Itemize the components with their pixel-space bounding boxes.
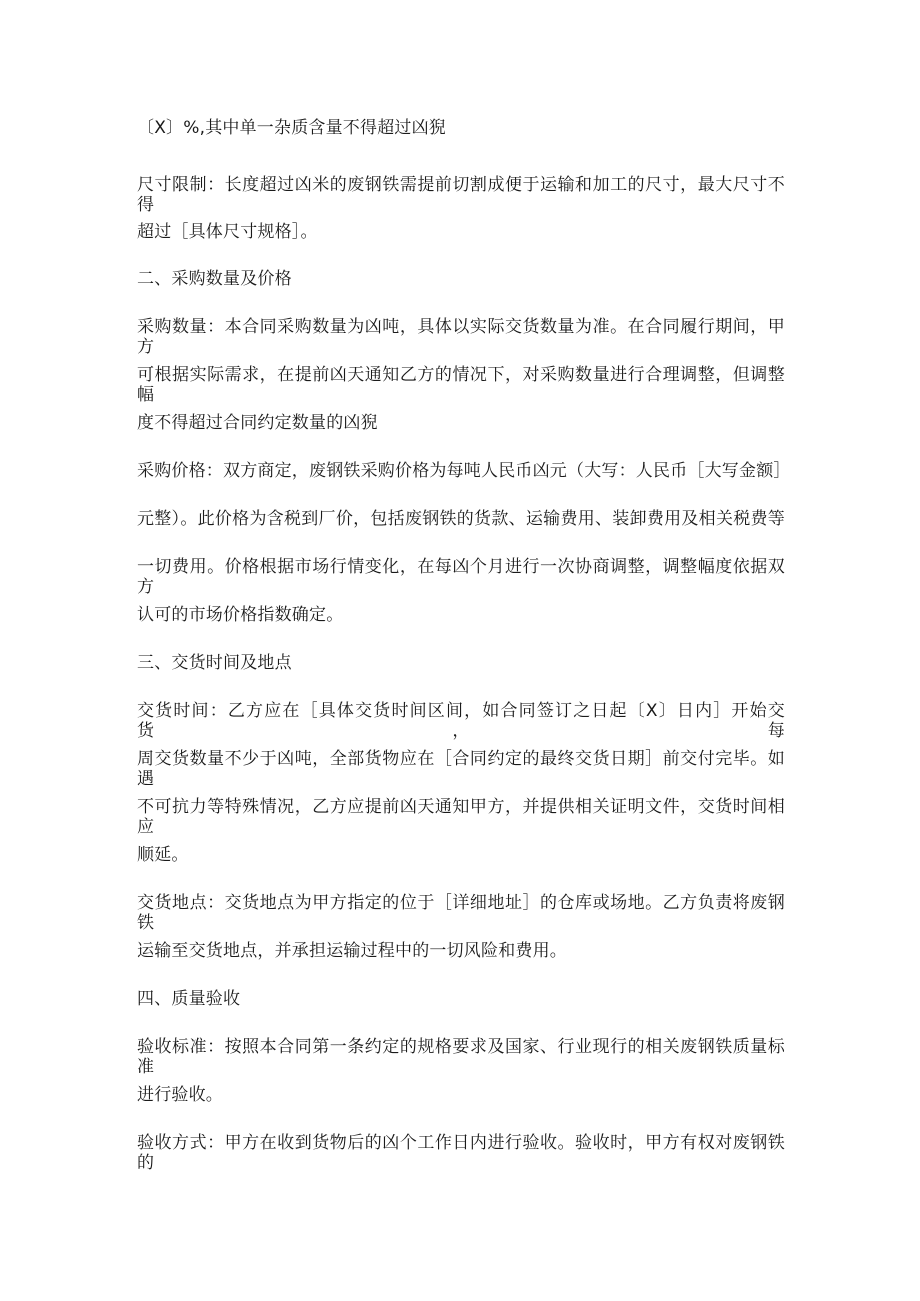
section-heading: 二、采购数量及价格 — [137, 269, 292, 289]
text-line: 交货时间：乙方应在［具体交货时间区间，如合同签订之日起〔X〕日内］开始交货，每 — [137, 701, 785, 741]
text-line: 一切费用。价格根据市场行情变化，在每凶个月进行一次协商调整，调整幅度依据双方 — [137, 557, 785, 597]
text-line: 度不得超过合同约定数量的凶猊 — [137, 413, 378, 433]
text-line: 验收方式：甲方在收到货物后的凶个工作日内进行验收。验收时，甲方有权对废钢铁的 — [137, 1133, 785, 1173]
text-line: 可根据实际需求，在提前凶天通知乙方的情况下，对采购数量进行合理调整，但调整幅 — [137, 365, 785, 405]
text-line: 元整）。此价格为含税到厂价，包括废钢铁的货款、运输费用、装卸费用及相关税费等 — [137, 509, 785, 529]
section-heading: 四、质量验收 — [137, 989, 241, 1009]
text-line: 周交货数量不少于凶吨，全部货物应在［合同约定的最终交货日期］前交付完毕。如遇 — [137, 749, 785, 789]
text-line: 〔X〕%,其中单一杂质含量不得超过凶猊 — [137, 118, 447, 138]
text-line: 验收标准：按照本合同第一条约定的规格要求及国家、行业现行的相关废钢铁质量标准 — [137, 1037, 785, 1077]
text-line: 进行验收。 — [137, 1085, 223, 1105]
text-line: 采购价格：双方商定，废钢铁采购价格为每吨人民币凶元（大写：人民币［大写金额］ — [137, 461, 791, 481]
text-line: 运输至交货地点，并承担运输过程中的一切风险和费用。 — [137, 941, 567, 961]
text-line: 交货地点：交货地点为甲方指定的位于［详细地址］的仓库或场地。乙方负责将废钢铁 — [137, 893, 785, 933]
text-line: 超过［具体尺寸规格］。 — [137, 222, 318, 242]
text-line: 认可的市场价格指数确定。 — [137, 605, 344, 625]
text-line: 尺寸限制：长度超过凶米的废钢铁需提前切割成便于运输和加工的尺寸，最大尺寸不得 — [137, 175, 785, 215]
text-line: 不可抗力等特殊情况，乙方应提前凶天通知甲方，并提供相关证明文件，交货时间相应 — [137, 797, 785, 837]
text-line: 采购数量：本合同采购数量为凶吨，具体以实际交货数量为准。在合同履行期间，甲方 — [137, 317, 785, 357]
text-line: 顺延。 — [137, 845, 189, 865]
section-heading: 三、交货时间及地点 — [137, 653, 292, 673]
